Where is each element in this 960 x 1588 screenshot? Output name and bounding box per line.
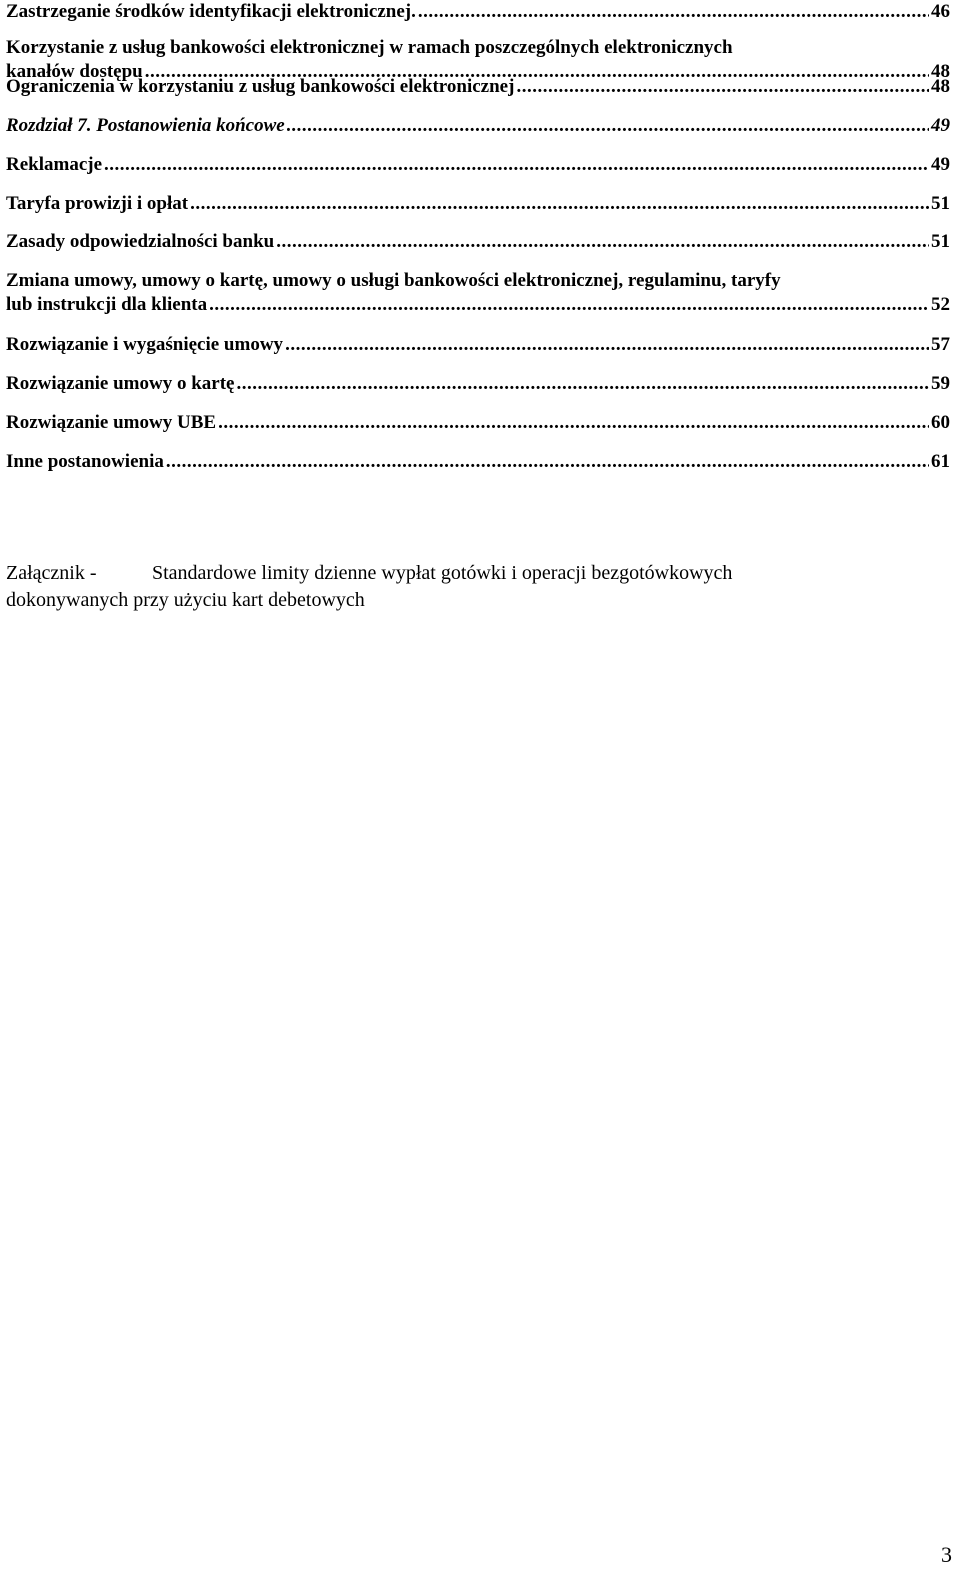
toc-entry-page: 60 (931, 412, 950, 433)
annex-title-line1: Standardowe limity dzienne wypłat gotówki i operacji bezgotówkowych (152, 562, 733, 584)
toc-entry[interactable] (6, 0, 950, 24)
toc-entry-page: 52 (931, 294, 950, 315)
toc-entry[interactable] (6, 269, 950, 317)
toc-entry-title: Rozwiązanie umowy UBE (6, 412, 217, 433)
toc-entry[interactable] (6, 75, 950, 99)
toc-leader-dots (516, 75, 929, 99)
toc-entry-title: Rozwiązanie umowy o kartę (6, 373, 235, 394)
toc-entry-page: 59 (931, 373, 950, 394)
toc-leader-dots (287, 114, 929, 138)
toc-leader-dots (190, 192, 929, 216)
toc-entry-page: 48 (931, 61, 950, 82)
toc-entry-page: 46 (931, 1, 950, 22)
page-number: 3 (941, 1542, 952, 1567)
toc-entry-title-line1: Zmiana umowy, umowy o kartę, umowy o usługi bankowości elektronicznej, regulaminu, taryfy (6, 270, 781, 291)
toc-entry-title: Zasady odpowiedzialności banku (6, 231, 275, 252)
toc-entry-page: 51 (931, 231, 950, 252)
toc-leader-dots (166, 450, 929, 474)
toc-entry-title: Reklamacje (6, 154, 103, 175)
toc-leader-dots (276, 230, 929, 254)
toc-entry[interactable] (6, 372, 950, 396)
toc-leader-dots (418, 0, 929, 24)
toc-entry-title-line1: Korzystanie z usług bankowości elektronicznej w ramach poszczególnych elektronicznych (6, 37, 733, 58)
toc-entry-title-line2: lub instrukcji dla klienta (6, 294, 208, 315)
toc-entry[interactable] (6, 411, 950, 435)
toc-leader-dots (209, 293, 929, 317)
toc-entry-title: Rozwiązanie i wygaśnięcie umowy (6, 334, 284, 355)
toc-leader-dots (104, 153, 929, 177)
toc-entry-page: 57 (931, 334, 950, 355)
toc-entry-page: 49 (931, 154, 950, 175)
toc-entry-page: 51 (931, 193, 950, 214)
toc-entry-title: Rozdział 7. Postanowienia końcowe (6, 115, 285, 136)
toc-entry-page: 49 (931, 115, 950, 136)
annex-entry[interactable] (6, 560, 732, 614)
annex-label: Załącznik - (6, 562, 97, 584)
toc-entry[interactable] (6, 230, 950, 254)
toc-entry[interactable] (6, 153, 950, 177)
toc-leader-dots (237, 372, 930, 396)
toc-entry-title: Ograniczenia w korzystaniu z usług bankowości elektronicznej (6, 76, 515, 97)
toc-entry[interactable] (6, 333, 950, 357)
toc-entry-page: 61 (931, 451, 950, 472)
toc-entry[interactable] (6, 192, 950, 216)
toc-entry-title: Zastrzeganie środków identyfikacji elektronicznej. (6, 1, 416, 22)
toc-entry-title: Inne postanowienia (6, 451, 164, 472)
toc-leader-dots (285, 333, 929, 357)
toc-entry[interactable] (6, 450, 950, 474)
toc-entry-chapter[interactable] (6, 114, 950, 138)
toc-entry-page: 48 (931, 76, 950, 97)
toc-leader-dots (218, 411, 929, 435)
toc-entry-title-line2: kanałów dostępu (6, 61, 143, 82)
annex-title-line2: dokonywanych przy użyciu kart debetowych (6, 589, 365, 611)
toc-entry-title: Taryfa prowizji i opłat (6, 193, 189, 214)
